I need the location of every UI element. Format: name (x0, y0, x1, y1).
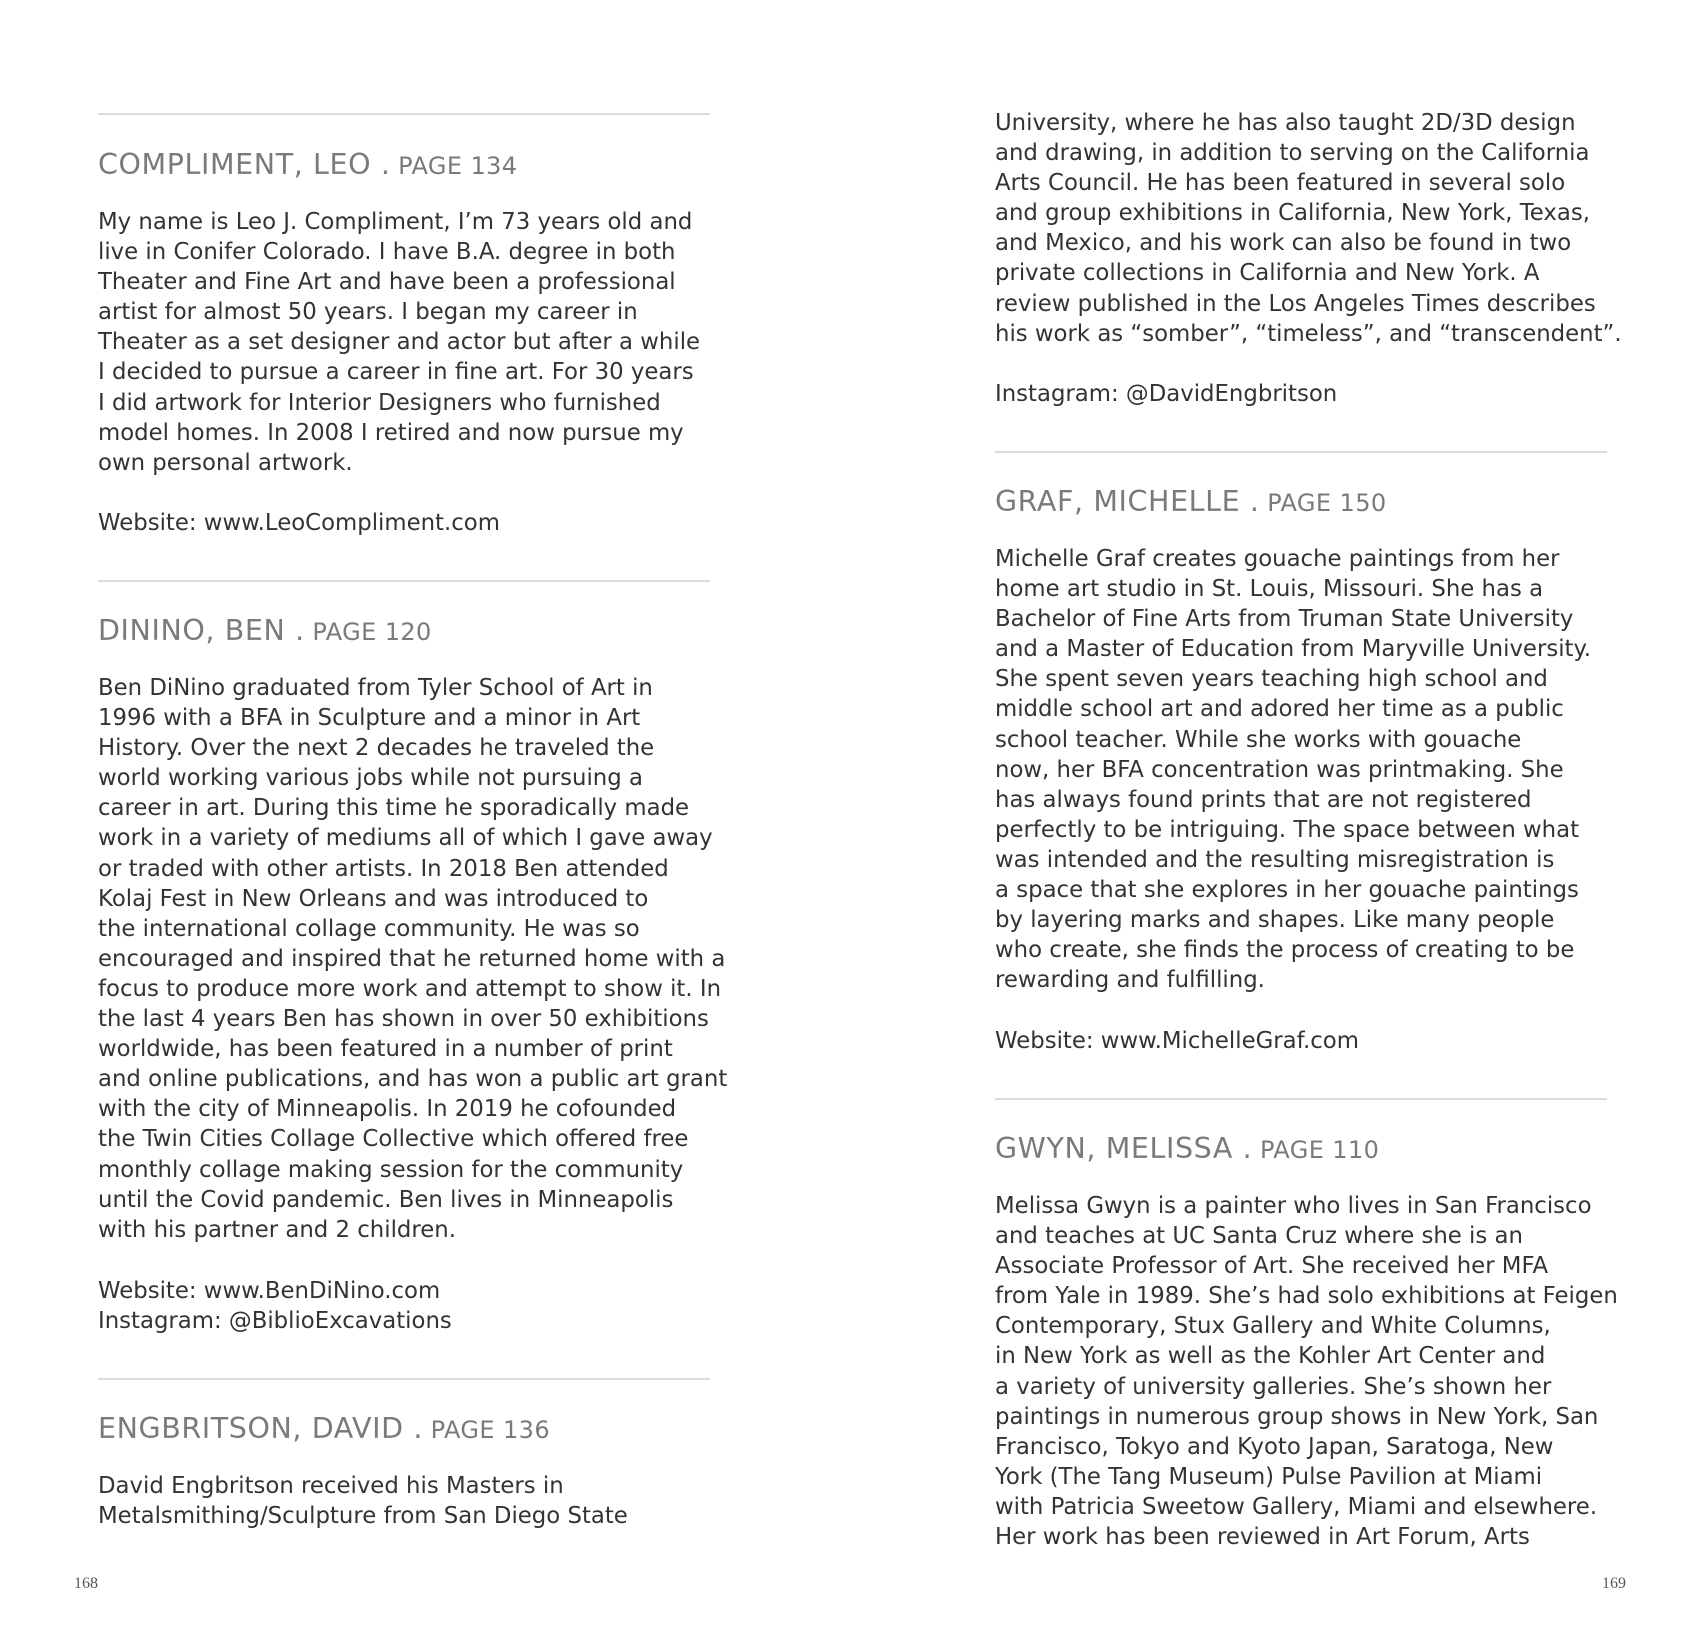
instagram-link[interactable]: Instagram: @DavidEngbritson (995, 381, 1338, 407)
bio-line: 1996 with a BFA in Sculpture and a minor in Art (98, 705, 641, 732)
bio-line: in New York as well as the Kohler Art Center and (995, 1343, 1546, 1370)
website-link[interactable]: Website: www.LeoCompliment.com (98, 510, 500, 536)
bio-line: Michelle Graf creates gouache paintings from her (995, 546, 1560, 572)
bio-line: focus to produce more work and attempt to show it. In (98, 975, 722, 1002)
bio-line: private collections in California and New York. A (995, 260, 1540, 287)
bio-line: career in art. During this time he sporadically made (98, 795, 690, 822)
page-reference: PAGE 134 (398, 152, 518, 180)
bio-line: or traded with other artists. In 2018 Ben attended (98, 855, 669, 882)
bio-line: Francisco, Tokyo and Kyoto Japan, Saratoga, New (995, 1433, 1554, 1460)
bio-line: I decided to pursue a career in fine art. For 30 years (98, 359, 694, 386)
bio-line: middle school art and adored her time as a public (995, 696, 1564, 723)
entry-heading-compliment (98, 150, 517, 181)
bio-line: I did artwork for Interior Designers who furnished (98, 389, 661, 416)
artist-links-dinino (98, 1276, 452, 1336)
bio-line: My name is Leo J. Compliment, I’m 73 years old and (98, 209, 693, 235)
bio-line: now, her BFA concentration was printmaking. She (995, 756, 1564, 783)
artist-links-graf (995, 1026, 1359, 1056)
section-divider (98, 113, 710, 115)
bio-line: Associate Professor of Art. She received her MFA (995, 1253, 1549, 1280)
bio-line: the last 4 years Ben has shown in over 50 exhibitions (98, 1006, 709, 1033)
bio-line: home art studio in St. Louis, Missouri. She has a (995, 576, 1544, 603)
bio-line: review published in the Los Angeles Times describes (995, 290, 1596, 317)
page-reference: PAGE 120 (312, 618, 432, 646)
instagram-link[interactable]: Instagram: @BiblioExcavations (98, 1308, 452, 1335)
page-reference: PAGE 150 (1267, 489, 1387, 517)
artist-bio-dinino (98, 673, 727, 1245)
bio-line: and online publications, and has won a public art grant (98, 1066, 728, 1093)
section-divider (995, 451, 1607, 453)
artist-links-compliment (98, 508, 500, 538)
bio-line: Her work has been reviewed in Art Forum, Arts (995, 1524, 1530, 1551)
entry-heading-dinino (98, 616, 432, 647)
page-reference: PAGE 110 (1259, 1136, 1380, 1164)
artist-links-engbritson (995, 379, 1337, 409)
bio-line: artist for almost 50 years. I began my career in (98, 299, 638, 326)
bio-line: monthly collage making session for the community (98, 1156, 684, 1183)
page-number-left: 168 (74, 1575, 98, 1592)
artist-bio-gwyn (995, 1191, 1618, 1552)
bio-line: History. Over the next 2 decades he traveled the (98, 735, 655, 762)
website-link[interactable]: Website: www.MichelleGraf.com (995, 1028, 1359, 1054)
artist-name: ENGBRITSON, DAVID . (98, 1412, 424, 1445)
artist-name: GWYN, MELISSA . (995, 1132, 1253, 1165)
bio-line: school teacher. While she works with gouache (995, 726, 1522, 753)
artist-bio-engbritson-continued (995, 108, 1622, 349)
bio-line: She spent seven years teaching high school and (995, 666, 1548, 693)
artist-bio-engbritson (98, 1471, 628, 1531)
website-link[interactable]: Website: www.BenDiNino.com (98, 1278, 441, 1304)
bio-line: University, where he has also taught 2D/3D design (995, 110, 1576, 136)
entry-heading-engbritson (98, 1414, 550, 1445)
bio-line: own personal artwork. (98, 449, 353, 476)
bio-line: the Twin Cities Collage Collective which offered free (98, 1126, 689, 1153)
bio-line: with his partner and 2 children. (98, 1216, 456, 1243)
bio-line: Contemporary, Stux Gallery and White Columns, (995, 1313, 1551, 1340)
section-divider (98, 580, 710, 582)
bio-line: a variety of university galleries. She’s shown her (995, 1373, 1552, 1400)
bio-line: work in a variety of mediums all of which I gave away (98, 825, 713, 852)
bio-line: and teaches at UC Santa Cruz where she is an (995, 1223, 1523, 1250)
bio-line: rewarding and fulfilling. (995, 967, 1265, 994)
bio-line: was intended and the resulting misregistration is (995, 846, 1555, 873)
artist-bio-compliment (98, 207, 700, 478)
bio-line: perfectly to be intriguing. The space between what (995, 816, 1580, 843)
bio-line: his work as “somber”, “timeless”, and “transcendent”. (995, 320, 1622, 347)
page-number-right: 169 (1602, 1575, 1626, 1592)
bio-line: has always found prints that are not registered (995, 786, 1532, 813)
bio-line: Theater as a set designer and actor but after a while (98, 329, 701, 356)
entry-heading-graf (995, 487, 1387, 518)
bio-line: David Engbritson received his Masters in (98, 1473, 564, 1499)
bio-line: until the Covid pandemic. Ben lives in Minneapolis (98, 1186, 674, 1213)
bio-line: with Patricia Sweetow Gallery, Miami and elsewhere. (995, 1493, 1598, 1520)
bio-line: and group exhibitions in California, New York, Texas, (995, 200, 1590, 227)
bio-line: and drawing, in addition to serving on the California (995, 140, 1590, 167)
artist-name: COMPLIMENT, LEO . (98, 148, 391, 181)
artist-name: GRAF, MICHELLE . (995, 485, 1260, 518)
entry-heading-gwyn (995, 1134, 1379, 1165)
bio-line: encouraged and inspired that he returned home with a (98, 945, 726, 972)
bio-line: Ben DiNino graduated from Tyler School of Art in (98, 675, 653, 701)
bio-line: Melissa Gwyn is a painter who lives in San Francisco (995, 1193, 1592, 1219)
artist-name: DININO, BEN . (98, 614, 305, 647)
bio-line: York (The Tang Museum) Pulse Pavilion at Miami (995, 1463, 1543, 1490)
bio-line: world working various jobs while not pursuing a (98, 765, 643, 792)
bio-line: paintings in numerous group shows in New York, San (995, 1403, 1599, 1430)
bio-line: who create, she finds the process of creating to be (995, 937, 1575, 964)
bio-line: with the city of Minneapolis. In 2019 he cofounded (98, 1096, 677, 1123)
bio-line: Theater and Fine Art and have been a professional (98, 269, 676, 296)
bio-line: Bachelor of Fine Arts from Truman State University (995, 606, 1574, 633)
bio-line: Metalsmithing/Sculpture from San Diego State (98, 1503, 628, 1530)
artist-bio-graf (995, 544, 1591, 995)
bio-line: model homes. In 2008 I retired and now pursue my (98, 419, 684, 446)
bio-line: and a Master of Education from Maryville University. (995, 636, 1591, 663)
bio-line: by layering marks and shapes. Like many people (995, 907, 1555, 934)
bio-line: worldwide, has been featured in a number of print (98, 1036, 673, 1063)
bio-line: and Mexico, and his work can also be found in two (995, 230, 1572, 257)
bio-line: from Yale in 1989. She’s had solo exhibitions at Feigen (995, 1283, 1618, 1310)
bio-line: Arts Council. He has been featured in several solo (995, 170, 1566, 197)
bio-line: Kolaj Fest in New Orleans and was introduced to (98, 885, 649, 912)
bio-line: a space that she explores in her gouache paintings (995, 877, 1579, 904)
section-divider (995, 1098, 1607, 1100)
page-reference: PAGE 136 (430, 1416, 551, 1444)
bio-line: live in Conifer Colorado. I have B.A. degree in both (98, 239, 676, 266)
bio-line: the international collage community. He was so (98, 915, 640, 942)
section-divider (98, 1378, 710, 1380)
